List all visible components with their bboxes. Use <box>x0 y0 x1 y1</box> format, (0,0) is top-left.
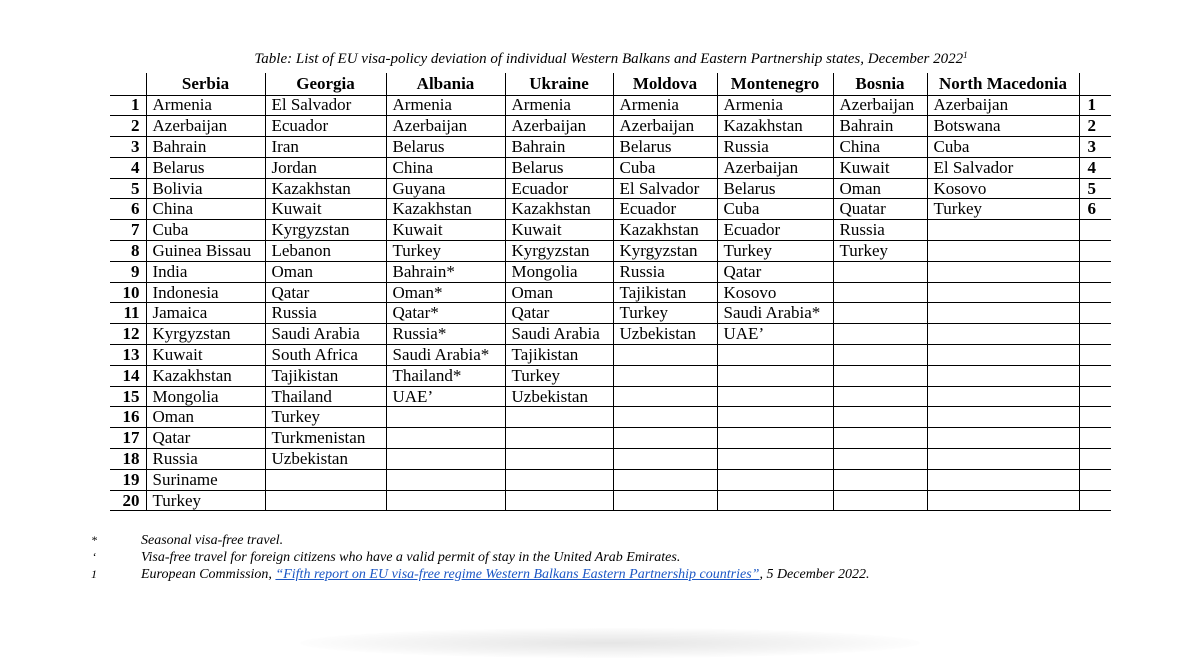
cell-north-macedonia <box>927 241 1079 262</box>
table-row <box>110 407 1111 428</box>
cell-albania: Kuwait <box>386 220 505 241</box>
cell-georgia: South Africa <box>265 345 386 366</box>
cell-albania: Armenia <box>386 95 505 116</box>
cell-north-macedonia: Botswana <box>927 116 1079 137</box>
row-number-right <box>1079 282 1111 303</box>
header-north-macedonia: North Macedonia <box>927 73 1079 95</box>
row-number-right <box>1079 490 1111 511</box>
cell-georgia: Tajikistan <box>265 365 386 386</box>
cell-moldova <box>613 469 717 490</box>
cell-ukraine: Kazakhstan <box>505 199 613 220</box>
source-report-link[interactable]: “Fifth report on EU visa-free regime Western Balkans Eastern Partnership countries” <box>275 567 760 582</box>
cell-bosnia: Kuwait <box>833 157 927 178</box>
cell-serbia: Azerbaijan <box>146 116 265 137</box>
cell-montenegro: Kazakhstan <box>717 116 833 137</box>
header-ukraine: Ukraine <box>505 73 613 95</box>
cell-georgia: Iran <box>265 137 386 158</box>
cell-ukraine: Uzbekistan <box>505 386 613 407</box>
cell-moldova: Belarus <box>613 137 717 158</box>
cell-bosnia: Azerbaijan <box>833 95 927 116</box>
cell-serbia: Bahrain <box>146 137 265 158</box>
row-number-left: 6 <box>110 199 146 220</box>
row-number-left: 18 <box>110 449 146 470</box>
cell-georgia: Oman <box>265 261 386 282</box>
cell-moldova <box>613 345 717 366</box>
cell-ukraine <box>505 428 613 449</box>
row-number-left: 17 <box>110 428 146 449</box>
footnote-uae <box>0 549 1200 566</box>
row-number-right: 2 <box>1079 116 1111 137</box>
cell-ukraine: Azerbaijan <box>505 116 613 137</box>
cell-serbia: Belarus <box>146 157 265 178</box>
row-number-right <box>1079 345 1111 366</box>
row-number-right <box>1079 386 1111 407</box>
cell-bosnia: Turkey <box>833 241 927 262</box>
cell-georgia: Kuwait <box>265 199 386 220</box>
cell-montenegro: UAE’ <box>717 324 833 345</box>
cell-north-macedonia: El Salvador <box>927 157 1079 178</box>
header-georgia: Georgia <box>265 73 386 95</box>
cell-montenegro <box>717 365 833 386</box>
header-montenegro: Montenegro <box>717 73 833 95</box>
cell-bosnia <box>833 282 927 303</box>
cell-ukraine: Turkey <box>505 365 613 386</box>
cell-north-macedonia <box>927 365 1079 386</box>
cell-moldova <box>613 365 717 386</box>
cell-bosnia: China <box>833 137 927 158</box>
cell-moldova: Russia <box>613 261 717 282</box>
table-row <box>110 365 1111 386</box>
cell-montenegro <box>717 469 833 490</box>
cell-serbia: India <box>146 261 265 282</box>
table-row <box>110 199 1111 220</box>
footnote-source <box>0 566 1200 583</box>
cell-albania: Turkey <box>386 241 505 262</box>
cell-serbia: Turkey <box>146 490 265 511</box>
row-number-right <box>1079 241 1111 262</box>
cell-bosnia <box>833 449 927 470</box>
cell-moldova: Kyrgyzstan <box>613 241 717 262</box>
cell-georgia: Jordan <box>265 157 386 178</box>
cell-serbia: Kuwait <box>146 345 265 366</box>
cell-albania: Russia* <box>386 324 505 345</box>
cell-serbia: China <box>146 199 265 220</box>
cell-georgia: Qatar <box>265 282 386 303</box>
row-number-left: 11 <box>110 303 146 324</box>
cell-north-macedonia <box>927 469 1079 490</box>
footnotes <box>0 532 1200 583</box>
cell-montenegro: Qatar <box>717 261 833 282</box>
visa-policy-table <box>110 73 1111 511</box>
cell-bosnia: Russia <box>833 220 927 241</box>
row-number-left: 16 <box>110 407 146 428</box>
footnote-symbol: 1 <box>91 567 97 581</box>
cell-moldova <box>613 428 717 449</box>
cell-ukraine <box>505 490 613 511</box>
cell-bosnia <box>833 261 927 282</box>
cell-bosnia: Oman <box>833 178 927 199</box>
caption-footnote-mark: 1 <box>963 50 968 60</box>
table-row <box>110 386 1111 407</box>
row-number-left: 15 <box>110 386 146 407</box>
cell-north-macedonia <box>927 345 1079 366</box>
cell-ukraine: Kyrgyzstan <box>505 241 613 262</box>
row-number-right <box>1079 261 1111 282</box>
cell-ukraine: Oman <box>505 282 613 303</box>
cell-bosnia <box>833 386 927 407</box>
cell-north-macedonia <box>927 449 1079 470</box>
header-bosnia: Bosnia <box>833 73 927 95</box>
cell-serbia: Mongolia <box>146 386 265 407</box>
cell-ukraine: Bahrain <box>505 137 613 158</box>
cell-montenegro: Kosovo <box>717 282 833 303</box>
footnote-source-suffix: , 5 December 2022. <box>759 567 870 582</box>
cell-serbia: Jamaica <box>146 303 265 324</box>
cell-georgia: Kazakhstan <box>265 178 386 199</box>
caption-text: Table: List of EU visa-policy deviation of individual Western Balkans and Eastern Partnership states, December 2022 <box>254 51 964 67</box>
header-moldova: Moldova <box>613 73 717 95</box>
cell-north-macedonia <box>927 490 1079 511</box>
footnote-source-text <box>141 566 869 583</box>
cell-montenegro <box>717 490 833 511</box>
cell-albania: Bahrain* <box>386 261 505 282</box>
cell-north-macedonia: Kosovo <box>927 178 1079 199</box>
row-number-left: 4 <box>110 157 146 178</box>
cell-ukraine <box>505 469 613 490</box>
table-row <box>110 449 1111 470</box>
cell-albania: Qatar* <box>386 303 505 324</box>
cell-north-macedonia: Azerbaijan <box>927 95 1079 116</box>
cell-georgia: Thailand <box>265 386 386 407</box>
footnote-text: Seasonal visa-free travel. <box>141 533 284 548</box>
table-row <box>110 303 1111 324</box>
cell-albania: Kazakhstan <box>386 199 505 220</box>
row-number-left: 9 <box>110 261 146 282</box>
cell-serbia: Bolivia <box>146 178 265 199</box>
table-caption <box>0 46 1200 68</box>
cell-moldova: Ecuador <box>613 199 717 220</box>
header-serbia: Serbia <box>146 73 265 95</box>
cell-ukraine: Armenia <box>505 95 613 116</box>
cell-montenegro <box>717 449 833 470</box>
cell-ukraine: Mongolia <box>505 261 613 282</box>
table-row <box>110 116 1111 137</box>
table-row <box>110 428 1111 449</box>
cell-georgia: Saudi Arabia <box>265 324 386 345</box>
cell-albania <box>386 490 505 511</box>
table-row <box>110 261 1111 282</box>
cell-moldova <box>613 449 717 470</box>
cell-georgia <box>265 469 386 490</box>
row-number-left: 5 <box>110 178 146 199</box>
cell-bosnia <box>833 469 927 490</box>
cell-albania: Oman* <box>386 282 505 303</box>
table-body <box>110 95 1111 511</box>
footnote-source-prefix: European Commission, <box>141 567 276 582</box>
cell-georgia: Uzbekistan <box>265 449 386 470</box>
table-row <box>110 95 1111 116</box>
cell-ukraine <box>505 449 613 470</box>
cell-bosnia <box>833 303 927 324</box>
cell-serbia: Indonesia <box>146 282 265 303</box>
cell-montenegro: Armenia <box>717 95 833 116</box>
row-number-left: 1 <box>110 95 146 116</box>
cell-serbia: Oman <box>146 407 265 428</box>
row-number-left: 13 <box>110 345 146 366</box>
cell-moldova <box>613 407 717 428</box>
cell-moldova: Kazakhstan <box>613 220 717 241</box>
header-corner-right <box>1079 73 1111 95</box>
cell-bosnia <box>833 345 927 366</box>
footnote-seasonal <box>0 532 1200 549</box>
cell-north-macedonia <box>927 220 1079 241</box>
cell-albania <box>386 449 505 470</box>
footnote-symbol: * <box>91 533 97 547</box>
cell-moldova <box>613 490 717 511</box>
row-number-right: 6 <box>1079 199 1111 220</box>
table-row <box>110 469 1111 490</box>
cell-ukraine: Ecuador <box>505 178 613 199</box>
cell-north-macedonia: Turkey <box>927 199 1079 220</box>
table-row <box>110 324 1111 345</box>
cell-georgia: Turkmenistan <box>265 428 386 449</box>
cell-montenegro: Saudi Arabia* <box>717 303 833 324</box>
row-number-right: 1 <box>1079 95 1111 116</box>
row-number-right: 4 <box>1079 157 1111 178</box>
cell-moldova: Armenia <box>613 95 717 116</box>
row-number-right <box>1079 469 1111 490</box>
row-number-right <box>1079 407 1111 428</box>
cell-serbia: Russia <box>146 449 265 470</box>
cell-montenegro: Russia <box>717 137 833 158</box>
table-row <box>110 137 1111 158</box>
cell-georgia: Russia <box>265 303 386 324</box>
cell-montenegro: Turkey <box>717 241 833 262</box>
cell-north-macedonia <box>927 324 1079 345</box>
row-number-left: 20 <box>110 490 146 511</box>
cell-north-macedonia <box>927 386 1079 407</box>
cell-montenegro <box>717 407 833 428</box>
cell-serbia: Guinea Bissau <box>146 241 265 262</box>
cell-montenegro: Ecuador <box>717 220 833 241</box>
row-number-right <box>1079 303 1111 324</box>
cell-serbia: Kyrgyzstan <box>146 324 265 345</box>
cell-moldova: El Salvador <box>613 178 717 199</box>
header-corner-left <box>110 73 146 95</box>
cell-montenegro <box>717 428 833 449</box>
cell-albania: Thailand* <box>386 365 505 386</box>
row-number-right <box>1079 428 1111 449</box>
table-row <box>110 178 1111 199</box>
cell-serbia: Qatar <box>146 428 265 449</box>
row-number-right <box>1079 324 1111 345</box>
cell-albania: Azerbaijan <box>386 116 505 137</box>
cell-bosnia <box>833 407 927 428</box>
cell-bosnia <box>833 324 927 345</box>
cell-montenegro <box>717 386 833 407</box>
cell-georgia: Ecuador <box>265 116 386 137</box>
cell-georgia: Turkey <box>265 407 386 428</box>
cell-ukraine <box>505 407 613 428</box>
cell-georgia: Kyrgyzstan <box>265 220 386 241</box>
cell-ukraine: Saudi Arabia <box>505 324 613 345</box>
table-row <box>110 345 1111 366</box>
cell-moldova <box>613 386 717 407</box>
cell-moldova: Turkey <box>613 303 717 324</box>
cell-montenegro: Azerbaijan <box>717 157 833 178</box>
cell-ukraine: Kuwait <box>505 220 613 241</box>
cell-north-macedonia <box>927 282 1079 303</box>
table-header-row <box>110 73 1111 95</box>
cell-georgia <box>265 490 386 511</box>
cell-albania: Guyana <box>386 178 505 199</box>
cell-georgia: Lebanon <box>265 241 386 262</box>
cell-serbia: Armenia <box>146 95 265 116</box>
table-row <box>110 282 1111 303</box>
cell-north-macedonia: Cuba <box>927 137 1079 158</box>
cell-moldova: Tajikistan <box>613 282 717 303</box>
cell-north-macedonia <box>927 407 1079 428</box>
cell-albania: Saudi Arabia* <box>386 345 505 366</box>
cell-serbia: Kazakhstan <box>146 365 265 386</box>
row-number-right: 3 <box>1079 137 1111 158</box>
cell-albania <box>386 407 505 428</box>
cell-montenegro: Cuba <box>717 199 833 220</box>
cell-moldova: Cuba <box>613 157 717 178</box>
footnote-text: Visa-free travel for foreign citizens who have a valid permit of stay in the United Arab Emirates. <box>141 550 681 565</box>
cell-georgia: El Salvador <box>265 95 386 116</box>
cell-albania <box>386 428 505 449</box>
cell-albania: UAE’ <box>386 386 505 407</box>
header-albania: Albania <box>386 73 505 95</box>
cell-north-macedonia <box>927 303 1079 324</box>
cell-bosnia <box>833 490 927 511</box>
row-number-left: 3 <box>110 137 146 158</box>
row-number-left: 19 <box>110 469 146 490</box>
row-number-right <box>1079 365 1111 386</box>
table-row <box>110 490 1111 511</box>
cell-albania <box>386 469 505 490</box>
page-shadow <box>300 628 920 658</box>
row-number-left: 2 <box>110 116 146 137</box>
cell-bosnia <box>833 365 927 386</box>
row-number-right <box>1079 449 1111 470</box>
cell-serbia: Cuba <box>146 220 265 241</box>
table-row <box>110 157 1111 178</box>
cell-albania: China <box>386 157 505 178</box>
row-number-left: 10 <box>110 282 146 303</box>
footnote-symbol: ‘ <box>92 550 96 564</box>
cell-albania: Belarus <box>386 137 505 158</box>
cell-bosnia: Quatar <box>833 199 927 220</box>
cell-north-macedonia <box>927 261 1079 282</box>
cell-north-macedonia <box>927 428 1079 449</box>
cell-montenegro <box>717 345 833 366</box>
cell-bosnia: Bahrain <box>833 116 927 137</box>
row-number-right: 5 <box>1079 178 1111 199</box>
row-number-left: 14 <box>110 365 146 386</box>
cell-ukraine: Belarus <box>505 157 613 178</box>
table-row <box>110 241 1111 262</box>
cell-ukraine: Qatar <box>505 303 613 324</box>
row-number-left: 8 <box>110 241 146 262</box>
cell-ukraine: Tajikistan <box>505 345 613 366</box>
cell-moldova: Azerbaijan <box>613 116 717 137</box>
row-number-right <box>1079 220 1111 241</box>
cell-serbia: Suriname <box>146 469 265 490</box>
row-number-left: 7 <box>110 220 146 241</box>
cell-moldova: Uzbekistan <box>613 324 717 345</box>
cell-montenegro: Belarus <box>717 178 833 199</box>
row-number-left: 12 <box>110 324 146 345</box>
table-row <box>110 220 1111 241</box>
cell-bosnia <box>833 428 927 449</box>
